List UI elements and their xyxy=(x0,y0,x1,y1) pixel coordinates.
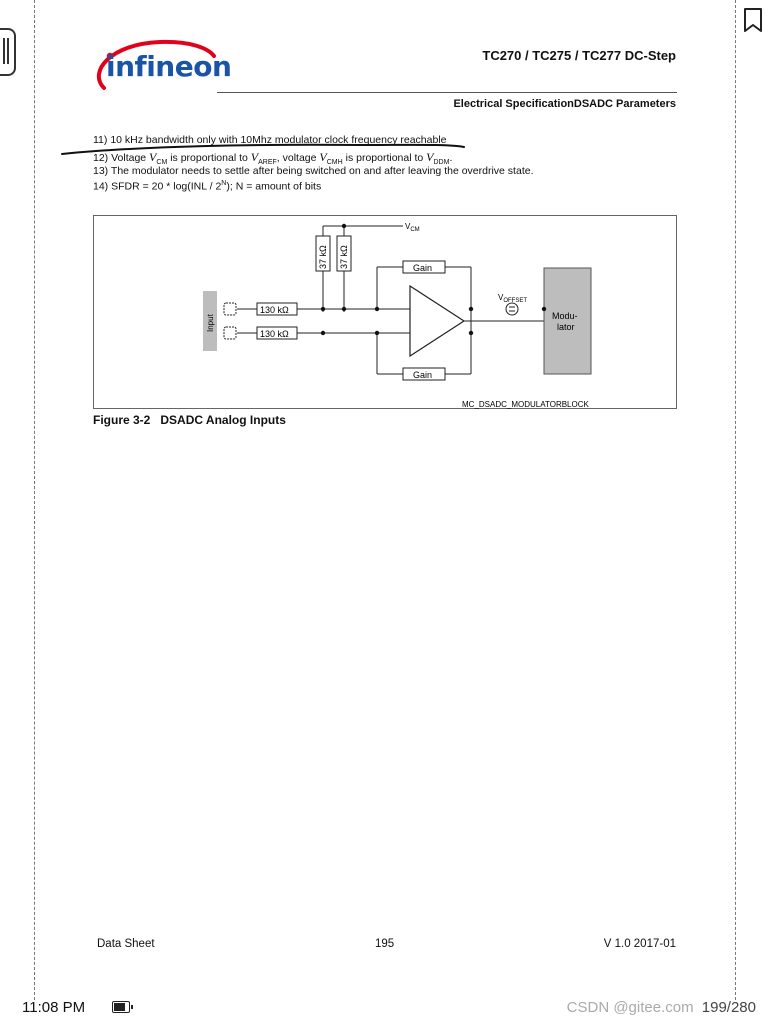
figure-frame xyxy=(93,215,677,409)
page-right-edge xyxy=(735,0,736,1000)
header-rule xyxy=(217,92,677,93)
footnote-11: 11) 10 kHz bandwidth only with 10Mhz modulator clock frequency reachable xyxy=(93,134,447,146)
vcm-label: $V_{CM}$ xyxy=(405,222,420,233)
page-counter: 199/280 xyxy=(701,999,756,1016)
resistor-130k-2-label: 130 kΩ xyxy=(260,329,289,339)
watermark: CSDN @gitee.com xyxy=(566,999,694,1016)
modulator-label-2: lator xyxy=(557,322,575,332)
dsadc-schematic xyxy=(94,216,678,410)
figure-caption: Figure 3-2 DSADC Analog Inputs xyxy=(93,413,286,427)
resistor-37k-1-label: 37 kΩ xyxy=(318,245,328,269)
voffset-label: $V_{OFFSET}$ xyxy=(498,293,528,304)
bookmark-icon[interactable] xyxy=(742,6,764,34)
modulator-block xyxy=(544,268,591,374)
modulator-label-1: Modu- xyxy=(552,311,578,321)
section-title: Electrical SpecificationDSADC Parameters xyxy=(453,98,676,110)
footer-version: V 1.0 2017-01 xyxy=(603,938,676,950)
resistor-37k-2-label: 37 kΩ xyxy=(339,245,349,269)
infineon-logo xyxy=(90,36,232,96)
resistor-130k-1-label: 130 kΩ xyxy=(260,305,289,315)
logo-text: infineon xyxy=(106,50,232,83)
offset-source-icon xyxy=(506,303,518,315)
page-indicator xyxy=(567,999,756,1016)
footer-left: Data Sheet xyxy=(97,938,155,950)
battery-icon xyxy=(112,1001,130,1013)
footnote-13: 13) The modulator needs to settle after being switched on and after leaving the overdrive state. xyxy=(93,165,534,177)
footnote-12: 12) Voltage $V_{CM}$ is proportional to $V_{AREF}$, voltage $V_{CMH}$ is proportional to $V_{DDM}$. xyxy=(93,150,453,167)
document-title: TC270 / TC275 / TC277 DC-Step xyxy=(482,48,676,63)
side-menu-handle-icon[interactable] xyxy=(0,28,16,76)
page-left-edge xyxy=(34,0,35,1000)
amplifier-icon xyxy=(410,286,464,356)
gain-top-label: Gain xyxy=(413,263,433,273)
input-label: Input xyxy=(206,314,215,332)
clock: 11:08 PM xyxy=(22,999,86,1016)
footnote-14: 14) SFDR = $20 * \log(INL / 2^N)$; N = amount of bits xyxy=(93,180,322,193)
footer-page-number: 195 xyxy=(375,938,395,950)
input-pad-2 xyxy=(224,327,236,339)
gain-bottom-label: Gain xyxy=(413,370,433,380)
block-id: MC_DSADC_MODULATORBLOCK xyxy=(462,400,589,409)
input-pad-1 xyxy=(224,303,236,315)
